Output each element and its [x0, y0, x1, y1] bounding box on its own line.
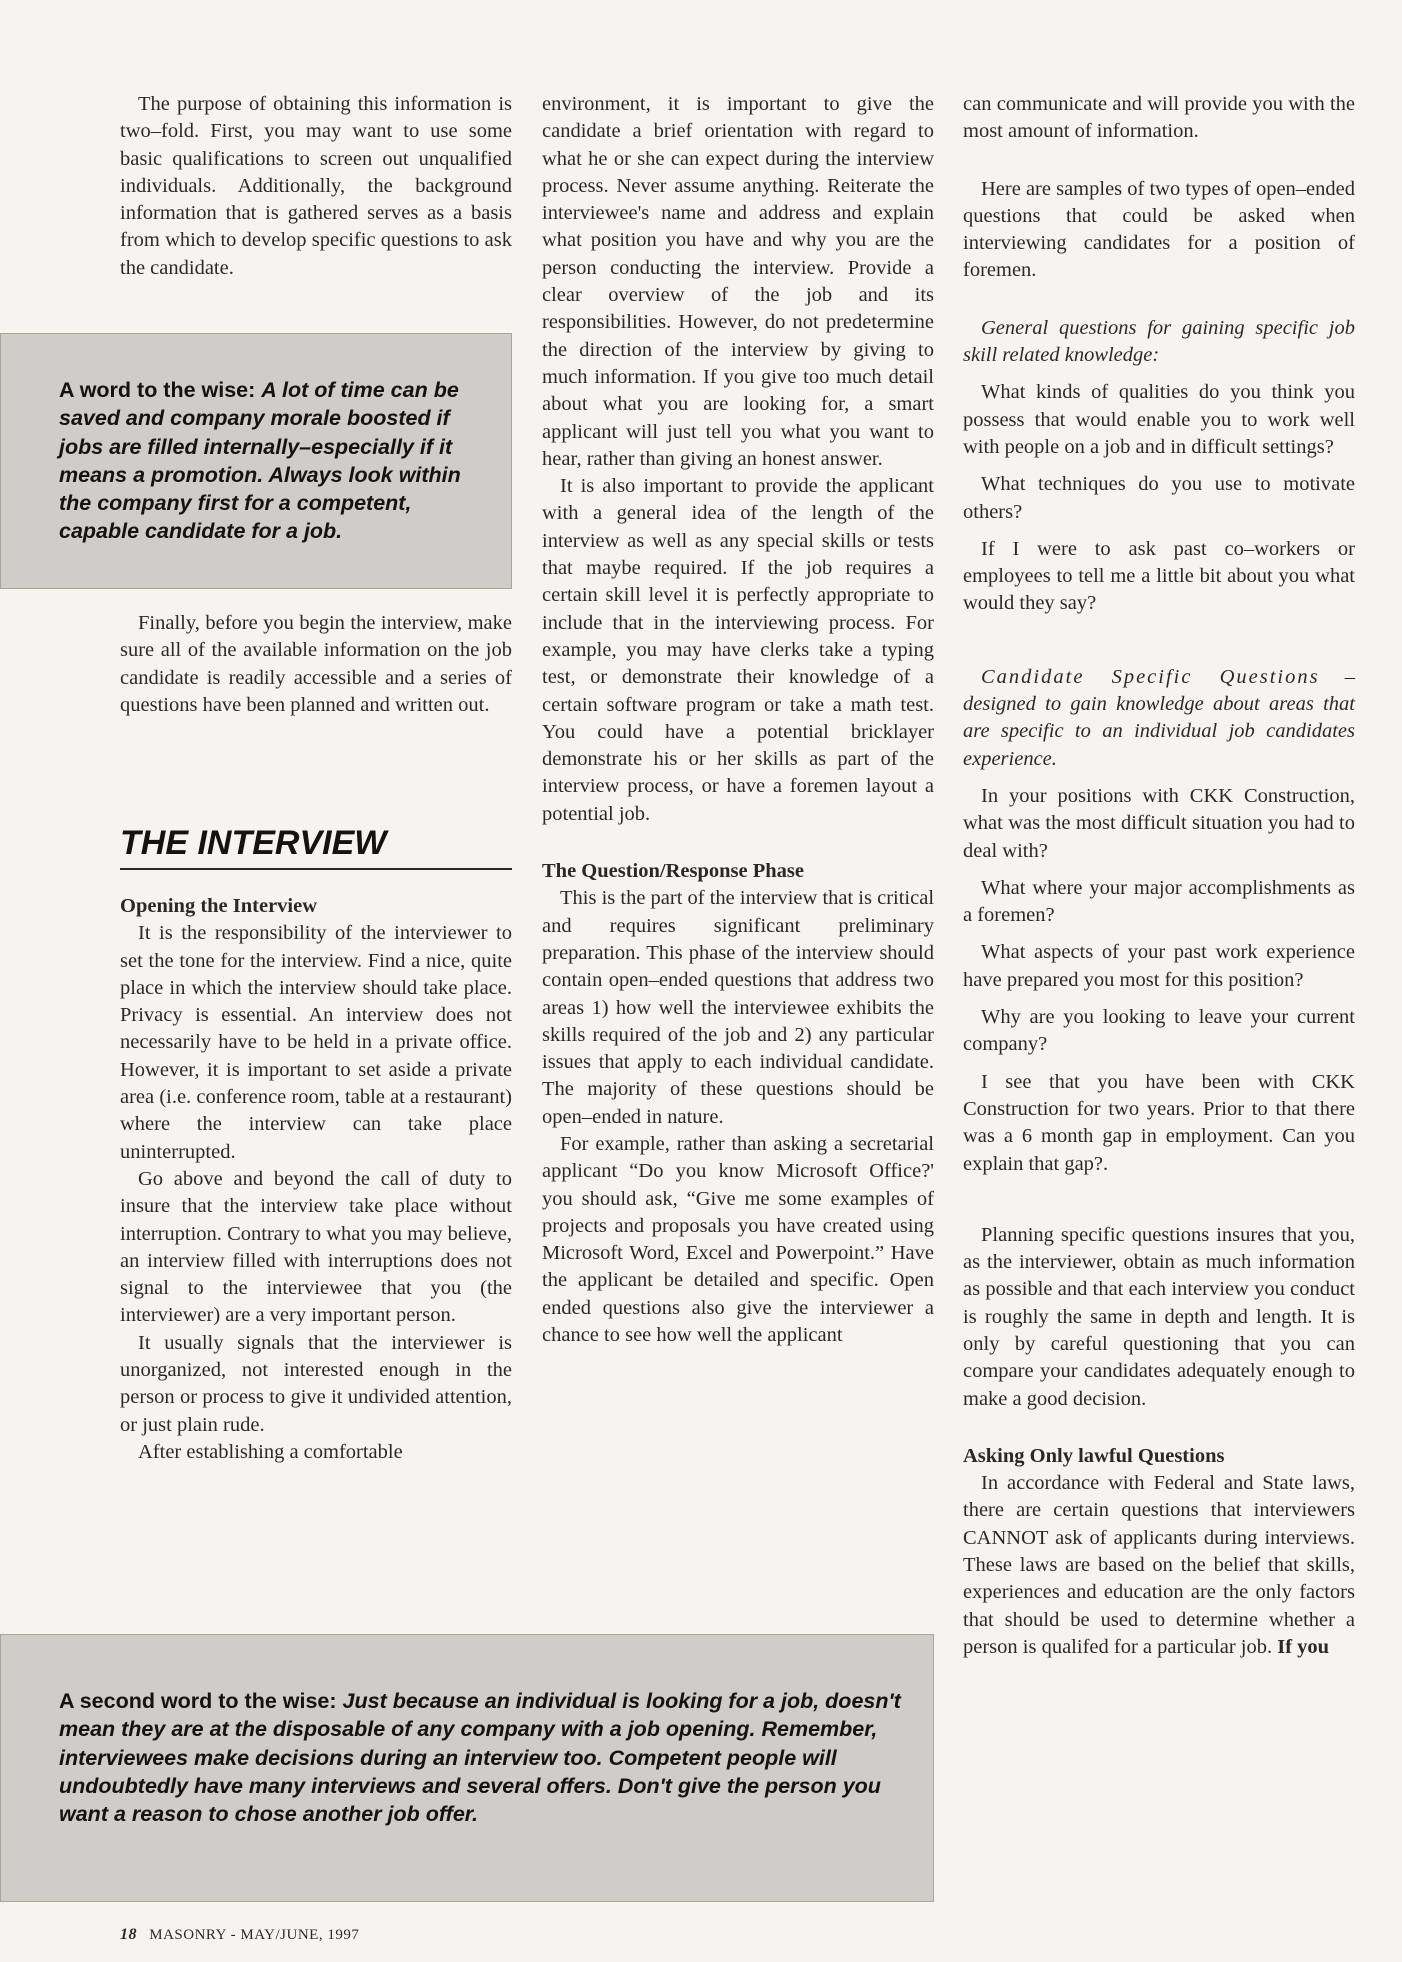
opening-heading: Opening the Interview [120, 895, 318, 917]
question: In your positions with CKK Construction, what was the most difficult situation you had to deal with? [963, 784, 1355, 862]
paragraph: After establishing a comfortable [138, 1440, 403, 1463]
question-response-heading: The Question/Response Phase [542, 860, 804, 883]
paragraph: Planning specific questions insures that you, as the interviewer, obtain as much information as possible and that each interview you conduct is roughly the same in depth and length. It is only by careful questioning that you can compare your candidates adequately enough to make a good decision. [963, 1223, 1355, 1410]
lawful-text: In accordance with Federal and State laws, there are certain questions that interviewers CANNOT ask of applicants during interviews. These laws are based on the belief that skills, experiences and education are the only factors that should be used to determine whether a person is qualifed for a particular job. [963, 1472, 1355, 1658]
column-1-bottom [120, 893, 512, 1466]
question: What techniques do you use to motivate others? [963, 473, 1355, 523]
lawful-paragraph [963, 1470, 1355, 1661]
general-questions-label: General questions for gaining specific job skill related knowledge: [963, 316, 1355, 367]
question: What where your major accomplishments as a foremen? [963, 876, 1355, 927]
paragraph: Here are samples of two types of open–ended questions that could be asked when interviewing candidates for a position of foremen. [963, 177, 1355, 282]
paragraph: It is also important to provide the applicant with a general idea of the length of the interview as well as any special skills or tests that maybe required. If the job requires a certain skill level it is perfectly appropriate to include that in the interviewing process. For example, you may have clerks take a typing test, or demonstrate their knowledge of a certain software program or take a math test. You could have a potential bricklayer demonstrate his or her skills as part of the interview process, or have a foremen layout a potential job. [542, 475, 934, 825]
sidebar-lead: A word to the wise: [59, 378, 256, 402]
question: Why are you looking to leave your current company? [963, 1006, 1355, 1056]
page-number: 18 [120, 1926, 137, 1943]
question: What aspects of your past work experience have prepared you most for this position? [963, 941, 1355, 991]
paragraph: can communicate and will provide you with the most amount of information. [963, 93, 1355, 143]
page-footer [120, 1926, 359, 1944]
second-word-to-the-wise-sidebar [0, 1634, 934, 1902]
sidebar-lead: A second word to the wise: [59, 1689, 337, 1713]
candidate-label-title: Candidate Specific Questions [981, 665, 1320, 688]
sidebar-text: A lot of time can be saved and company morale boosted if jobs are filled internally–especially if it means a promotion. Always look within the company first for a competent, capable candidate for a job. [59, 378, 461, 544]
column-1-top [120, 91, 512, 282]
sidebar-text: Just because an individual is looking for a job, doesn't mean they are at the disposable of any company with a job opening. Remember, interviewees make decisions during an interview too. Competent people will undoubtedly have many interviews and several offers. Don't give the person you want a reason to chose another job offer. [59, 1689, 901, 1827]
question: What kinds of qualities do you think you possess that would enable you to work well with people on a job and in difficult settings? [963, 381, 1355, 458]
lawful-text-end: If you [1277, 1635, 1330, 1658]
publication-info: MASONRY - MAY/JUNE, 1997 [149, 1927, 360, 1943]
paragraph: For example, rather than asking a secretarial applicant “Do you know Microsoft Office?' you should ask, “Give me some examples of projects and proposals you have created using Microsoft Word, Excel and Powerpoint.” Have the applicant be detailed and specific. Open ended questions also give the interviewer a chance to see how well the applicant [542, 1132, 934, 1347]
paragraph: environment, it is important to give the candidate a brief orientation with regard to what he or she can expect during the interview process. Never assume anything. Reiterate the interviewee's name and address and explain what position you have and why you are the person conducting the interview. Provide a clear overview of the job and its responsibilities. However, do not predetermine the direction of the interview by giving to much information. If you give too much detail about what you are looking for, a smart applicant will just tell you what you want to hear, rather than giving an honest answer. [542, 93, 934, 470]
question: I see that you have been with CKK Construction for two years. Prior to that there was a 6 month gap in employment. Can you explain that gap?. [963, 1070, 1355, 1175]
paragraph: It is the responsibility of the interviewer to set the tone for the interview. Find a nice, quite place in which the interview should take place. Privacy is essential. An interview does not necessarily have to be held in a private office. However, it is important to set aside a private area (i.e. conference room, table at a restaurant) where the interview can take place uninterrupted. [120, 922, 512, 1163]
candidate-label-desc: –designed to gain knowledge about areas that are specific to an individual job candidates experience. [963, 665, 1356, 770]
finally-paragraph: Finally, before you begin the interview, make sure all of the available information on the job candidate is readily accessible and a series of questions have been planned and written out. [120, 612, 512, 716]
paragraph: This is the part of the interview that is critical and requires significant preliminary preparation. This phase of the interview should contain open–ended questions that address two areas 1) how well the interviewee exhibits the skills required of the job and 2) any particular issues that apply to each individual candidate. The majority of these questions should be open–ended in nature. [542, 887, 935, 1128]
column-2 [542, 91, 934, 1349]
paragraph: Go above and beyond the call of duty to insure that the interview take place without interruption. Contrary to what you may believe, an interview filled with interruptions does not signal to the interviewee that you (the interviewer) are a very important person. [120, 1167, 512, 1327]
column-1-middle [120, 610, 512, 719]
paragraph: It usually signals that the interviewer is unorganized, not interested enough in the person or process to give it undivided attention, or just plain rude. [120, 1331, 512, 1436]
section-heading: THE INTERVIEW [120, 822, 512, 870]
intro-paragraph: The purpose of obtaining this information is two–fold. First, you may want to use some basic qualifications to screen out unqualified individuals. Additionally, the background information that is gathered serves as a basis from which to develop specific questions to ask the candidate. [120, 93, 512, 279]
question: If I were to ask past co–workers or employees to tell me a little bit about you what would they say? [963, 537, 1355, 615]
candidate-questions-label [963, 664, 1355, 773]
word-to-the-wise-sidebar [0, 333, 512, 589]
column-3 [963, 91, 1355, 1661]
lawful-questions-heading: Asking Only lawful Questions [963, 1444, 1225, 1467]
